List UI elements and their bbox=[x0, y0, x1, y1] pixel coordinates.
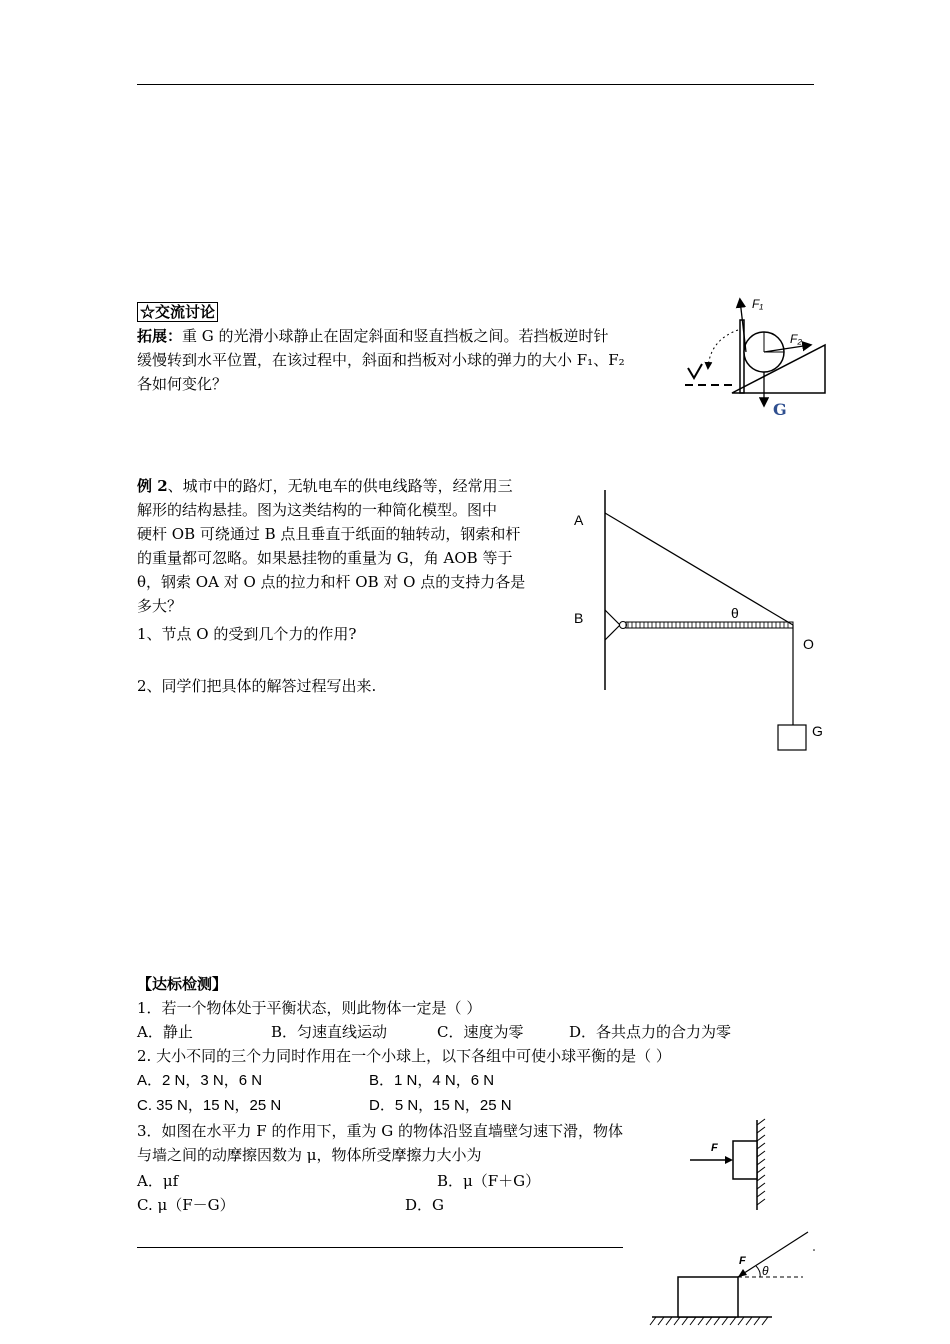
q1-option-b[interactable]: B．匀速直线运动 bbox=[271, 1023, 388, 1041]
weight-g bbox=[778, 725, 806, 750]
example2-line-4: 的重量都可忽略。如果悬挂物的重量为 G，角 AOB 等于 bbox=[137, 549, 513, 567]
discussion-heading: ☆交流讨论 bbox=[137, 302, 218, 322]
bottom-rule bbox=[137, 1247, 623, 1248]
label-a: A bbox=[574, 512, 584, 528]
lamp-structure-figure bbox=[565, 485, 835, 760]
example2-line-5: θ，钢索 OA 对 O 点的拉力和杆 OB 对 O 点的支持力各是 bbox=[137, 573, 526, 591]
q3-option-c[interactable]: C. μ（F－G） bbox=[137, 1196, 235, 1214]
q2-option-a[interactable]: A．2 N，3 N，6 N bbox=[137, 1072, 263, 1089]
q2-stem: 2. 大小不同的三个力同时作用在一个小球上，以下各组中可使小球平衡的是（ ） bbox=[137, 1047, 671, 1065]
label-o: O bbox=[803, 636, 814, 652]
g-label: G bbox=[773, 400, 787, 419]
ball-incline-figure bbox=[680, 290, 840, 425]
f1-arrow bbox=[740, 300, 746, 352]
example2-label: 例 2 bbox=[137, 477, 168, 495]
rotation-arc bbox=[708, 330, 738, 368]
f2-label: F₂ bbox=[790, 332, 802, 346]
angled-force-label: F bbox=[739, 1255, 746, 1267]
wall-block-figure bbox=[685, 1115, 775, 1215]
example2-line-2: 解形的结构悬挂。图为这类结构的一种简化模型。图中 bbox=[137, 501, 498, 519]
force-f-label: F bbox=[711, 1142, 718, 1154]
cable-oa bbox=[605, 513, 793, 625]
q2-option-d[interactable]: D．5 N，15 N，25 N bbox=[369, 1097, 512, 1114]
q3-line-1: 3．如图在水平力 F 的作用下，重为 G 的物体沿竖直墙壁匀速下滑，物体 bbox=[137, 1122, 624, 1140]
q1-option-a[interactable]: A．静止 bbox=[137, 1023, 193, 1041]
angle-theta-label: θ bbox=[762, 1264, 769, 1278]
example2-line-6: 多大？ bbox=[137, 597, 183, 615]
example2-question-2: 2、同学们把具体的解答过程写出来. bbox=[137, 677, 377, 695]
angled-force-line bbox=[738, 1232, 808, 1277]
q1-option-c[interactable]: C．速度为零 bbox=[437, 1023, 524, 1041]
label-g: G bbox=[812, 723, 823, 739]
extension-line-2: 缓慢转到水平位置，在该过程中，斜面和挡板对小球的弹力的大小 F₁、F₂ bbox=[137, 351, 625, 369]
extension-label: 拓展： bbox=[137, 327, 183, 345]
block bbox=[733, 1141, 757, 1179]
q2-option-b[interactable]: B．1 N，4 N，6 N bbox=[369, 1072, 495, 1089]
q3-option-d[interactable]: D．G bbox=[405, 1196, 445, 1214]
test-heading: 【达标检测】 bbox=[137, 975, 228, 993]
extension-line-1: 重 G 的光滑小球静止在固定斜面和竖直挡板之间。若挡板逆时针 bbox=[182, 327, 609, 345]
example2-line-3: 硬杆 OB 可绕通过 B 点且垂直于纸面的轴转动，钢索和杆 bbox=[137, 525, 521, 543]
pivot-b bbox=[620, 622, 627, 629]
q1-stem: 1．若一个物体处于平衡状态，则此物体一定是（ ） bbox=[137, 999, 482, 1017]
q2-option-c[interactable]: C. 35 N，15 N，25 N bbox=[137, 1097, 282, 1114]
label-theta: θ bbox=[731, 605, 739, 621]
extension-line-3: 各如何变化？ bbox=[137, 375, 228, 393]
ground-block bbox=[678, 1277, 738, 1317]
q3-line-2: 与墙之间的动摩擦因数为 μ，物体所受摩擦力大小为 bbox=[137, 1146, 482, 1164]
label-b: B bbox=[574, 610, 584, 626]
example2-question-1: 1、节点 O 的受到几个力的作用? bbox=[137, 625, 357, 643]
example2-line-1: 、城市中的路灯，无轨电车的供电线路等，经常用三 bbox=[167, 477, 513, 495]
check-mark bbox=[688, 364, 702, 378]
block-angled-force-figure bbox=[648, 1228, 823, 1338]
q3-option-a[interactable]: A．μf bbox=[137, 1172, 179, 1190]
q3-option-b[interactable]: B．μ（F＋G） bbox=[437, 1172, 541, 1190]
top-rule bbox=[137, 84, 814, 85]
f1-label: F₁ bbox=[752, 297, 764, 311]
q1-option-d[interactable]: D．各共点力的合力为零 bbox=[569, 1023, 732, 1041]
